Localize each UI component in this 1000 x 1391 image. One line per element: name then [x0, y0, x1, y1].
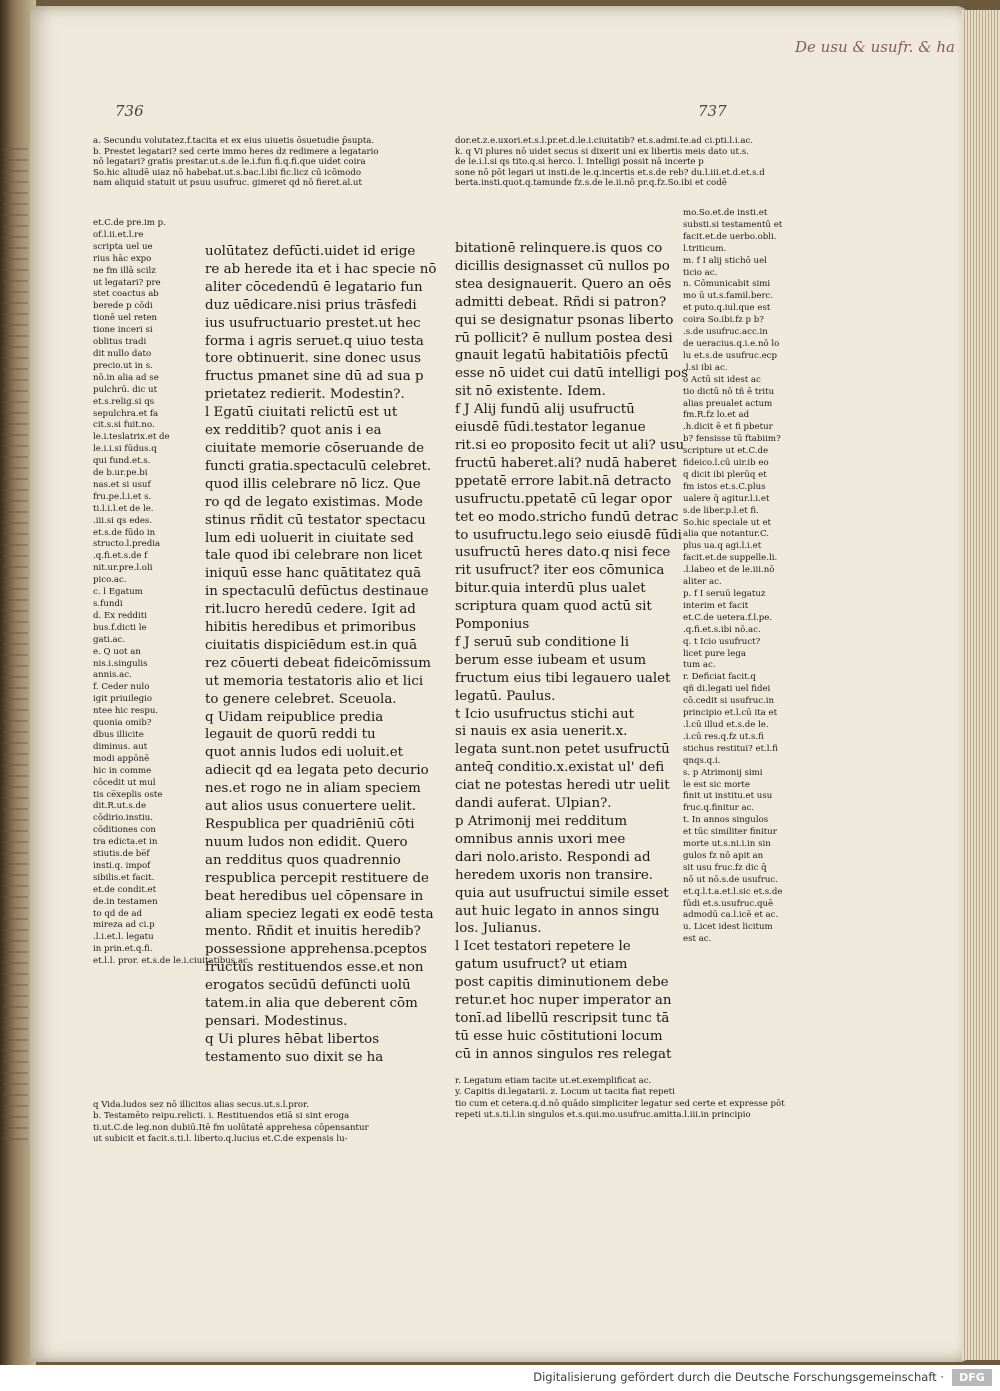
text-line: rit.lucro heredū cedere. Igit ad: [205, 602, 416, 618]
text-line: hic in comme: [93, 765, 152, 776]
text-line: pensari. Modestinus.: [205, 1013, 348, 1029]
text-column-right: [455, 240, 688, 1064]
text-line: f J seruū sub conditione li: [455, 634, 629, 650]
text-line: berede p cōdi: [93, 301, 153, 312]
text-line: mo.So.et.de insti.et: [683, 208, 768, 218]
page-fore-edge: [962, 10, 1000, 1360]
text-line: berta.insti.quot.q.tamunde fz.s.de le.ii.nō pr.q.fz.So.ibi et codē: [455, 178, 727, 188]
text-line: q Vida.ludos sez nō illicitos alias secus.ut.s.l.pror.: [93, 1100, 309, 1110]
text-line: sit usu fruc.fz dic q̄: [683, 862, 767, 873]
text-line: f J Alij fundū alij usufructū: [455, 402, 635, 418]
text-line: lum edi uoluerit in ciuitate sed: [205, 530, 414, 546]
text-line: e. Q uot an: [93, 646, 141, 657]
text-line: mento. Rñdit et inuitis heredib?: [205, 924, 421, 940]
text-line: quia aut usufructui simile esset: [455, 885, 669, 901]
text-line: scripta uel ue: [93, 241, 153, 252]
text-line: los. Julianus.: [455, 921, 542, 937]
text-line: a. Secundu volutatez.f.tacita et ex eius uiuetis ōsuetudie p̄supta.: [93, 136, 375, 146]
text-line: u. Licet idest licitum: [683, 922, 773, 933]
text-line: dari nolo.aristo. Respondi ad: [455, 849, 651, 865]
text-line: testamento suo dixit se ha: [205, 1049, 384, 1065]
text-line: modi appōnē: [93, 753, 150, 764]
text-line: aut huic legato in annos singu: [455, 903, 660, 919]
dfg-logo: DFG: [952, 1369, 992, 1386]
text-line: de b.ur.pe.bi: [93, 468, 148, 479]
text-line: et tūc similiter finitur: [683, 827, 777, 838]
text-line: prietatez redierit. Modestin?.: [205, 387, 405, 403]
text-line: nam aliquid statuit ut psuu usufruc. gimeret qd nō fieret.al.ut: [93, 178, 362, 188]
text-line: ne fm illā scilz: [93, 265, 156, 276]
text-line: fructus restituendos esse.et non: [205, 960, 424, 976]
text-line: pico.ac.: [93, 575, 127, 586]
text-line: fructū haberet.ali? nudā haberet: [455, 455, 677, 471]
text-line: Respublica per quadriēniū cōti: [205, 817, 415, 832]
folio-left: 736: [115, 102, 144, 120]
text-line: tū esse huic cōstitutioni locum: [455, 1028, 663, 1044]
text-line: rit usufruct? iter eos cōmunica: [455, 563, 665, 579]
text-line: principio et.l.cū ita et: [683, 708, 778, 719]
text-line: So.hic speciale ut et: [683, 517, 771, 528]
text-line: usufructu.ppetatē cū legar opor: [455, 491, 672, 507]
text-line: to genere celebret. Sceuola.: [205, 691, 397, 707]
text-line: to qd de ad: [93, 908, 143, 919]
text-line: to usufructu.lego seio eiusdē fūdi: [455, 527, 682, 543]
text-line: qui fund.et.s.: [93, 456, 151, 467]
text-line: scriptura quam quod actū sit: [455, 599, 652, 615]
text-line: stiutis.de be̅f: [93, 849, 150, 860]
text-line: le est sic morte: [683, 779, 750, 790]
text-line: b. Testamēto reipu.relicti. i. Restituendos etiā si sint eroga: [93, 1111, 350, 1122]
text-line: tra edicta.et in: [93, 837, 158, 848]
bottom-gloss-right: [455, 1076, 785, 1121]
text-line: ticio ac.: [683, 267, 718, 278]
text-line: y. Capitis di.legatarii. z. Locum ut tacita fiat repeti: [455, 1087, 675, 1098]
text-line: ut memoria testatoris alio et lici: [205, 673, 424, 689]
text-line: est ac.: [683, 934, 712, 945]
text-line: stinus rñdit cū testator spectacu: [205, 512, 426, 528]
text-line: fm.R.fz lo.et ad: [683, 410, 750, 421]
text-line: ciat ne potestas heredi utr uelit: [455, 778, 670, 794]
text-line: oblitus tradi: [93, 337, 147, 348]
text-line: re ab herede ita et i hac specie nō: [205, 261, 437, 277]
footer-bar: [0, 1365, 1000, 1391]
text-line: uolūtatez defūcti.uidet id erige: [205, 244, 416, 259]
text-line: cōdirio.instiu.: [93, 813, 154, 824]
text-line: rū pollicit? ē nullum postea desi: [455, 330, 673, 346]
margin-gloss-right: [683, 208, 782, 946]
text-line: .h.dicit ē et fi pbetur: [683, 422, 773, 433]
text-line: cōditiones con: [93, 825, 156, 836]
text-line: alia que notantur.C.: [683, 529, 770, 540]
text-line: et.C.de pre.im p.: [93, 218, 166, 228]
text-line: functi gratia.spectaculū celebret.: [205, 458, 432, 474]
text-line: bitur.quia interdū plus ualet: [455, 581, 646, 597]
text-line: tet eo modo.stricho fundū detrac: [455, 509, 679, 525]
text-line: respublica percepit restituere de: [205, 870, 429, 886]
text-line: facit.et.de uerbo.obli.: [683, 231, 777, 242]
text-line: gulos fz nō apit an: [683, 850, 764, 861]
text-line: tum ac.: [683, 660, 716, 671]
text-line: ti.ut.C.de leg.non dubiū.Itē fm uolūtatē apprehesa cōpensantur: [93, 1122, 369, 1133]
text-line: tale quod ibi celebrare non licet: [205, 548, 423, 564]
text-line: aliam speciez legati ex eodē testa: [205, 906, 434, 922]
text-line: ntee hic respu.: [93, 706, 159, 717]
text-line: de ueracius.q.i.e.nō lo: [683, 338, 780, 349]
text-line: iniquū esse hanc quātitatez quā: [205, 566, 422, 582]
text-line: gnauit legatū habitatiōis pfectū: [455, 348, 669, 364]
text-line: rit.si eo proposito fecit ut ali? usu: [455, 437, 685, 453]
text-line: nō legatari? gratis prestar.ut.s.de le.i.fun fi.q.fi.que uidet coira: [93, 157, 366, 167]
text-line: nō.in alia ad se: [93, 372, 159, 383]
text-line: bitationē relinquere.is quos co: [455, 241, 663, 256]
text-line: quot annis ludos edi uoluit.et: [205, 745, 404, 761]
text-line: fm istos et.s.C.plus: [683, 481, 766, 492]
text-line: et.C.de uetera.f.l.pe.: [683, 612, 773, 623]
text-line: admodū ca.l.icē et ac.: [683, 910, 779, 921]
text-line: .l.cū illud et.s.de le.: [683, 719, 769, 730]
text-line: erogatos secūdū defūncti uolū: [205, 978, 411, 994]
text-line: interim et facit: [683, 600, 749, 611]
text-line: dit.R.ut.s.de: [93, 801, 147, 812]
text-line: le.i.i.si fūdus.q: [93, 444, 157, 455]
text-line: si nauis ex asia uenerit.x.: [455, 724, 628, 740]
text-line: dicillis designasset cū nullos po: [455, 258, 670, 274]
text-line: .q.fi.et.s.de f: [93, 551, 148, 562]
text-line: q Ui plures hēbat libertos: [205, 1031, 380, 1047]
text-line: tore obtinuerit. sine donec usus: [205, 351, 421, 367]
text-line: an redditus quos quadrennio: [205, 852, 401, 868]
text-line: c. l Egatum: [93, 587, 143, 598]
text-line: omnibus annis uxori mee: [455, 831, 626, 847]
text-line: gati.ac.: [93, 634, 126, 645]
text-line: ciuitate memorie cōseruande de: [205, 440, 425, 456]
text-line: et.l.l. pror. et.s.de le.i.ciuitatibus.ac.: [93, 956, 251, 967]
text-line: fūdi et.s.usufruc.quē: [683, 898, 774, 909]
text-line: morte ut.s.ni.i.in sin: [683, 839, 771, 850]
text-line: cōcedit ut mul: [93, 777, 156, 788]
text-line: esse nō uidet cui datū intelligi pos: [455, 366, 688, 382]
text-line: r. Legatum etiam tacite ut.et.exemplificat ac.: [455, 1076, 652, 1086]
text-line: .iii.si qs edes.: [93, 515, 153, 526]
text-line: p Atrimonij mei redditum: [455, 814, 628, 829]
text-line: sit nō existente. Idem.: [455, 384, 606, 400]
text-line: diminus. aut: [93, 741, 148, 752]
text-line: q. t Icio usufruct?: [683, 636, 761, 647]
text-line: .s.de usufruc.acc.in: [683, 327, 768, 338]
text-line: Pomponius: [455, 617, 530, 633]
text-line: s.de liber.p.l.et fi.: [683, 505, 759, 516]
text-line: l.triticum.: [683, 243, 727, 254]
text-line: ro qd de legato existimas. Mode: [205, 494, 423, 510]
text-line: s. p Atrimonij simi: [683, 767, 763, 778]
top-gloss-right: [455, 136, 765, 189]
text-line: in prin.et.q.fi.: [93, 944, 153, 955]
text-line: stichus restitui? et.l.fi: [683, 743, 779, 754]
text-line: ppetatē errore labit.nā detracto: [455, 473, 672, 489]
text-line: precio.ut in s.: [93, 360, 153, 371]
text-line: t. In annos singulos: [683, 815, 769, 826]
bottom-gloss-left: [93, 1100, 369, 1145]
text-line: k. q Vi plures nō uidet secus si dixerit uni ex libertis meis dato ut.s.: [455, 146, 749, 157]
text-line: nas.et si usuf: [93, 479, 151, 490]
text-line: q Uidam reipublice predia: [205, 709, 384, 725]
text-line: tonī.ad libellū rescripsit tunc tā: [455, 1010, 670, 1026]
text-line: possessione apprehensa.pceptos: [205, 942, 427, 958]
text-line: qnqs.q.i.: [683, 755, 721, 766]
text-line: lu et.s.de usufruc.ecp: [683, 350, 777, 361]
text-line: ex redditib? quot anis i ea: [205, 423, 382, 439]
text-line: ti.l.i.l.et de le.: [93, 503, 154, 514]
text-line: s.fundi: [93, 599, 123, 609]
text-line: .q.fi.et.s.ibi nō.ac.: [683, 624, 761, 635]
text-line: retur.et hoc nuper imperator an: [455, 993, 672, 1009]
text-line: sone nō pōt legari ut insti.de le.q.incertis et.s.de reb? du.l.iii.et.d.et.s.d: [455, 167, 765, 178]
text-line: mireza ad ci.p: [93, 920, 155, 931]
text-line: in spectaculū defūctus destinaue: [205, 584, 429, 600]
text-line: n. Cōmunicabit simi: [683, 279, 771, 290]
text-line: rius hāc expo: [93, 253, 152, 264]
text-line: cū in annos singulos res relegat: [455, 1046, 672, 1062]
text-line: f. Ceder nulo: [93, 682, 150, 693]
text-line: nuum ludos non edidit. Quero: [205, 834, 408, 850]
text-line: bus.f.dicti le: [93, 622, 147, 633]
top-gloss-left: [93, 136, 379, 189]
text-line: hibitis heredibus et primoribus: [205, 620, 416, 636]
text-line: dor.et.z.e.uxori.et.s.l.pr.et.d.le.i.ciuitatib? et.s.admi.te.ad ci.pti.l.i.ac.: [455, 136, 754, 146]
text-line: mo ū ut.s.famil.berc.: [683, 291, 774, 302]
text-line: l Icet testatori repetere le: [455, 939, 631, 955]
text-line: le.i.teslatrix.et de: [93, 432, 170, 443]
text-line: dandi auferat. Ulpian?.: [455, 796, 612, 812]
text-line: qui se designatur psonas liberto: [455, 312, 674, 328]
text-column-left: [205, 243, 436, 1067]
text-line: t Icio usufructus stichi aut: [455, 706, 634, 722]
text-line: tis ce̅xeplis oste: [93, 789, 163, 800]
text-line: aliter ac.: [683, 577, 722, 588]
text-line: b. Prestet legatari? sed certe immo heres dz redimere a legatario: [93, 146, 379, 157]
text-line: ut legatari? pre: [93, 277, 161, 288]
text-line: post capitis diminutionem debe: [455, 975, 669, 991]
text-line: de le.i.l.si qs tito.q.si herco. l. Intelligi possit nā incerte p: [455, 157, 704, 167]
text-line: alias preualet actum: [683, 398, 773, 409]
text-line: scripture ut et.C.de: [683, 446, 769, 457]
text-line: et.s.de fūdo in: [93, 527, 156, 538]
text-line: nis.i.singulis: [93, 658, 148, 669]
text-line: cō.cedit si usufruc.in: [683, 696, 775, 707]
text-line: cit.s.si fuit.no.: [93, 420, 155, 431]
text-line: pulchrū. dic ut: [93, 384, 158, 395]
text-line: usufructū heres dato.q nisi fece: [455, 545, 671, 561]
text-line: adiecit qd ea legata peto decurio: [205, 763, 429, 779]
text-line: nō ut nō.s.de usufruc.: [683, 874, 778, 885]
text-line: licet pure lega: [683, 648, 747, 659]
text-line: et.q.l.t.a.et.l.sic et.s.de: [683, 886, 783, 897]
text-line: .i.cū res.q.fz ut.s.fi: [683, 731, 764, 742]
text-line: sibilis.et facit.: [93, 872, 155, 883]
text-line: stea designauerit. Quero an oēs: [455, 276, 672, 292]
text-line: ciuitatis dispiciēdum est.in quā: [205, 637, 418, 653]
text-line: duz uēdicare.nisi prius trāsfedi: [205, 297, 417, 313]
text-line: ius usufructuario prestet.ut hec: [205, 315, 421, 331]
text-line: .l.labeo et de le.iii.nō: [683, 565, 775, 576]
text-line: legauit de quorū reddi tu: [205, 727, 376, 743]
text-line: et puto.q.iul.que est: [683, 303, 771, 314]
text-line: de.in testamen: [93, 896, 158, 907]
text-line: berum esse iubeam et usum: [455, 652, 647, 668]
folio-right: 737: [698, 102, 727, 120]
text-line: o Actū sit idest ac: [683, 374, 761, 385]
text-line: m. f I alij stichō uel: [683, 255, 767, 266]
text-line: .l.si ibi ac.: [683, 362, 728, 373]
text-line: nit.ur.pre.l.oli: [93, 563, 153, 574]
text-line: tionē uel reten: [93, 313, 158, 324]
text-line: plus ua.q agi.l.i.et: [683, 541, 762, 552]
text-line: aut alios usus conuertere uelit.: [205, 799, 417, 815]
text-line: fru.pe.l.i.et s.: [93, 491, 152, 502]
text-line: structo.l.predia: [93, 539, 161, 550]
text-line: facit.et.de suppelle.li.: [683, 553, 778, 564]
text-line: quonia omib?: [93, 718, 152, 729]
text-line: nes.et rogo ne in aliam speciem: [205, 781, 421, 797]
text-line: fructum eius tibi legauero ualet: [455, 670, 671, 686]
handwritten-note: De usu & usufr. & ha: [795, 38, 955, 56]
text-line: eiusdē fūdi.testator leganue: [455, 420, 646, 436]
text-line: q dicit ibi plerūq et: [683, 469, 767, 480]
text-line: gatum usufruct? ut etiam: [455, 957, 628, 973]
text-line: heredem uxoris non transire.: [455, 867, 654, 883]
text-line: coira So.ibi.fz p b?: [683, 315, 764, 326]
text-line: beat heredibus uel cōpensare in: [205, 888, 424, 904]
text-line: quod illis celebrare nō licz. Que: [205, 476, 421, 492]
text-line: ualere q̄ agitur.l.i.et: [683, 493, 770, 504]
text-line: dit nullo dato: [93, 348, 152, 359]
text-line: l Egatū ciuitati relictū est ut: [205, 405, 398, 421]
text-line: forma i agris seruet.q uiuo testa: [205, 333, 424, 349]
text-line: ut subicit et facit.s.ti.l. liberto.q.lucius et.C.de expensis lu-: [93, 1133, 348, 1144]
text-line: of.l.ii.et.l.re: [93, 229, 144, 240]
text-line: finit ut institu.et usu: [683, 791, 773, 802]
text-line: dbus illicite: [93, 729, 144, 740]
text-line: stet coactus ab: [93, 289, 159, 300]
text-line: admitti debeat. Rñdi si patron?: [455, 294, 667, 310]
text-line: igit priuilegio: [93, 694, 153, 705]
text-line: p. f I seruū legatuz: [683, 589, 766, 599]
funding-credit: Digitalisierung gefördert durch die Deutsche Forschungsgemeinschaft ·: [533, 1370, 944, 1384]
text-line: anteq̄ conditio.x.existat ul' defi: [455, 760, 665, 776]
text-line: qñ di.legati uel fidei: [683, 684, 771, 695]
text-line: substi.si testamentū et: [683, 219, 783, 230]
text-line: et.de condit.et: [93, 884, 157, 895]
text-line: rez cōuerti debeat fideicōmissum: [205, 655, 431, 671]
text-line: legata sunt.non petet usufructū: [455, 742, 670, 758]
text-line: d. Ex redditi: [93, 610, 147, 621]
text-line: fideico.l.cū uir.ib eo: [683, 458, 769, 469]
text-line: legatū. Paulus.: [455, 688, 556, 704]
text-line: tio dictū nō tñ ē tritu: [683, 386, 775, 397]
text-line: fructus pmanet sine dū ad sua p: [205, 369, 424, 385]
text-line: b? fensisse tū ftabiim?: [683, 434, 781, 445]
text-line: insti.q. impof: [93, 860, 151, 871]
text-line: annis.ac.: [93, 670, 132, 681]
text-line: aliter cōcedendū ē legatario fun: [205, 279, 423, 295]
text-line: repeti ut.s.ti.l.in singulos et.s.qui.mo.usufruc.amitta.l.iii.in principio: [455, 1109, 751, 1120]
text-line: tatem.in alia que deberent cōm: [205, 996, 418, 1012]
text-line: tio cum et cetera.q.d.nō quādo simpliciter legatur sed certe et expresse pōt: [455, 1098, 785, 1109]
text-line: r. Deficiat facit.q: [683, 672, 756, 683]
text-line: tione inceri si: [93, 325, 153, 336]
text-line: .l.i.et.l. legatu: [93, 932, 154, 943]
text-line: et.s.relig.si qs: [93, 396, 155, 407]
text-line: So.hic aliudē uiaz nō habebat.ut.s.bac.l.ibi fic.licz cū icōmodo: [93, 167, 362, 178]
text-line: fruc.q.finitur ac.: [683, 803, 755, 814]
text-line: sepulchra.et fa: [93, 408, 159, 419]
